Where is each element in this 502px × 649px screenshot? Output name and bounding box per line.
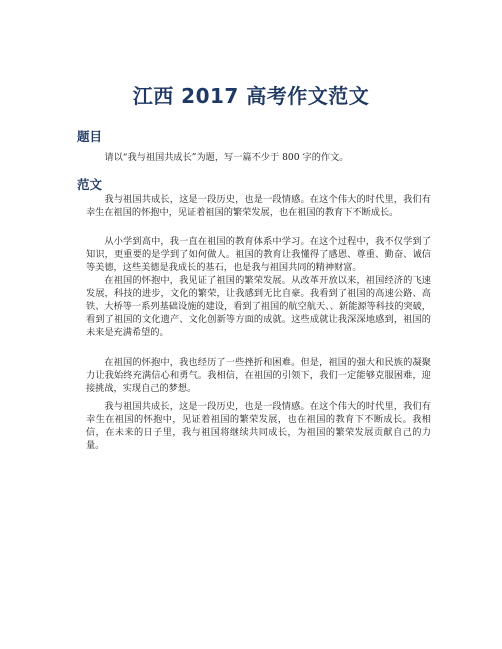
essay-paragraph-2: 从小学到高中，我一直在祖国的教育体系中学习。在这个过程中，我不仅学到了知识，更重要的是学到了如何做人。祖国的教育让我懂得了感恩、尊重、勤奋、诚信等美德，这些美德是我成长的基石，也是我与祖国共同的精神财富。 <box>86 236 431 273</box>
page-title: 江西 2017 高考作文范文 <box>132 84 370 108</box>
topic-heading: 题目 <box>77 129 103 144</box>
essay-paragraph-3: 在祖国的怀抱中，我见证了祖国的繁荣发展。从改革开放以来，祖国经济的飞速发展，科技的进步，文化的繁荣，让我感到无比自豪。我看到了祖国的高速公路、高铁、大桥等一系列基础设施的建设，看到了祖国的航空航天、、新能源等科技的突破，看到了祖国的文化遗产、文化创新等方面的成就。这些成就让我深深地感到，祖国的未来是充满希望的。 <box>86 275 431 338</box>
essay-paragraph-1: 我与祖国共成长，这是一段历史，也是一段情感。在这个伟大的时代里，我们有幸生在祖国的怀抱中，见证着祖国的繁荣发展，也在祖国的教育下不断成长。 <box>86 194 431 218</box>
essay-paragraph-4: 在祖国的怀抱中，我也经历了一些挫折和困难。但是，祖国的强大和民族的凝聚力让我始终充满信心和勇气。我相信，在祖国的引领下，我们一定能够克服困难，迎接挑战，实现自己的梦想。 <box>86 357 431 394</box>
essay-heading: 范文 <box>77 177 103 192</box>
topic-text: 请以“我与祖国共成长”为题，写一篇不少于 800 字的作文。 <box>104 152 349 163</box>
essay-paragraph-5: 我与祖国共成长，这是一段历史，也是一段情感。在这个伟大的时代里，我们有幸生在祖国的怀抱中，见证着祖国的繁荣发展，也在祖国的教育下不断成长。我相信，在未来的日子里，我与祖国将继续共同成长，为祖国的繁荣发展贡献自己的力量。 <box>86 401 431 451</box>
